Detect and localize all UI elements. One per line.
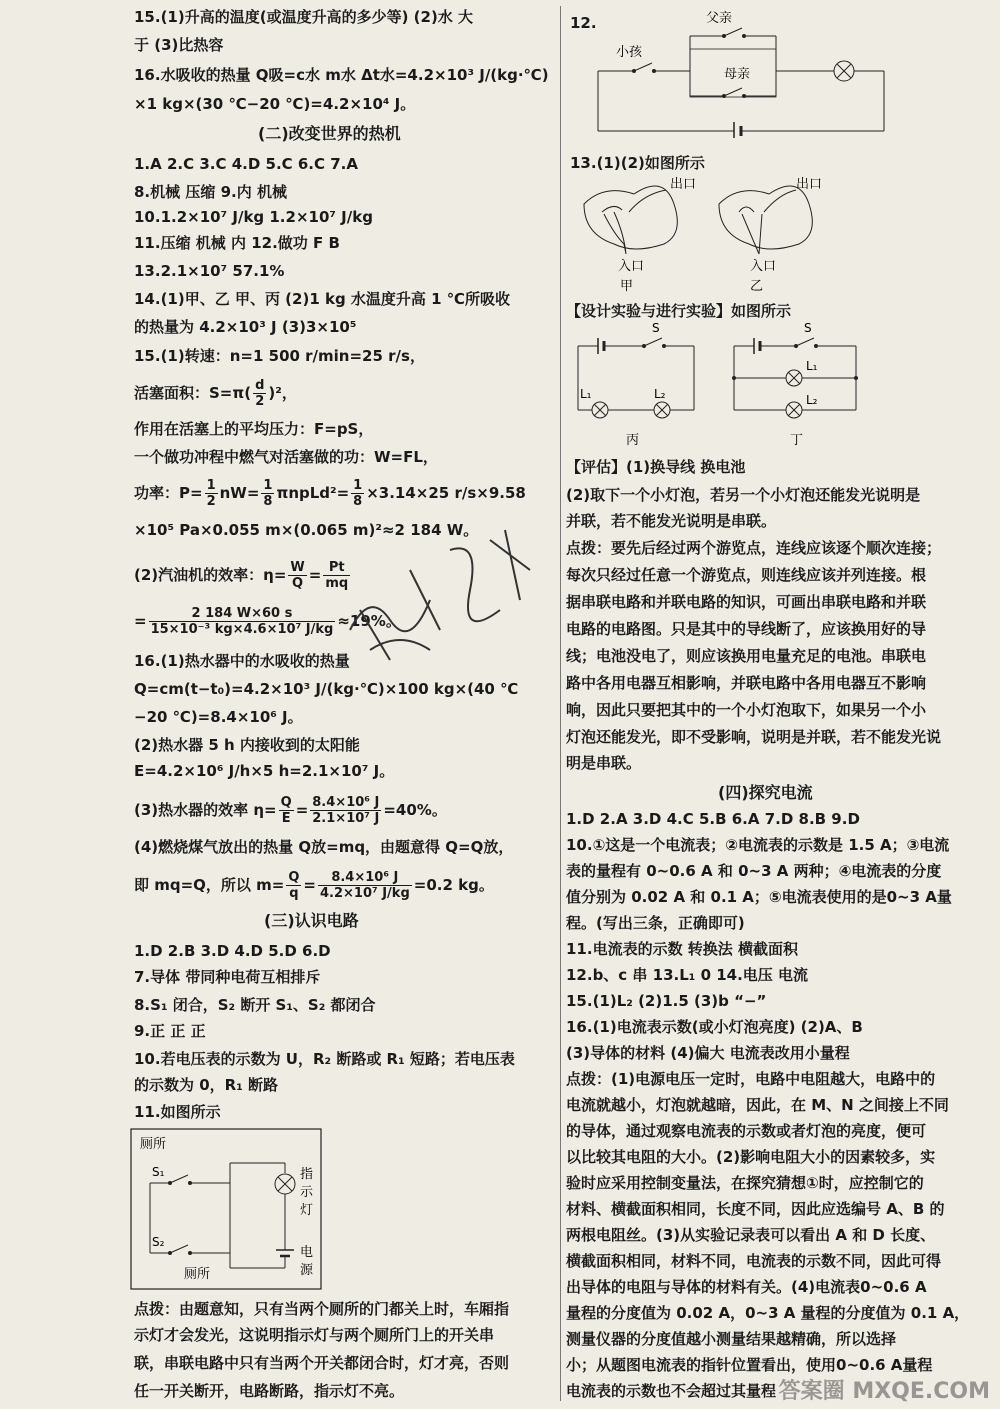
answer-line: ×1 kg×(30 ℃−20 ℃)=4.2×10⁴ J。 [134, 95, 416, 113]
answer-line: 量程的分度值为 0.02 A，0~3 A 量程的分度值为 0.1 A， [566, 1304, 970, 1322]
answer-line: 每次只经过任意一个游览点，则连线应该并列连接。根 [566, 566, 927, 584]
answer-line: 15.(1)L₂ (2)1.5 (3)b “−” [566, 992, 767, 1010]
svg-text:L₁: L₁ [806, 359, 818, 373]
formula-efficiency-value: = $\frac{2 184 W\times 60 s}{\text{15×10⁻³ kg×4.6×10⁷ J/kg}}$ ≈19%。 [134, 606, 401, 637]
answer-line: 示灯才会发光，这说明指示灯与两个厕所门上的开关串 [134, 1326, 495, 1344]
answer-line: 1.D 2.A 3.D 4.C 5.B 6.A 7.D 8.B 9.D [566, 810, 860, 828]
answer-line: 以比较其电阻的大小。(2)影响电阻大小的因素较多，实 [566, 1148, 936, 1166]
svg-text:小孩: 小孩 [616, 45, 643, 60]
answer-line: 的示数为 0，R₁ 断路 [134, 1076, 279, 1094]
answer-line: 【评估】(1)换导线 换电池 [566, 458, 746, 476]
answer-line: 8.S₁ 闭合，S₂ 断开 S₁、S₂ 都闭合 [134, 996, 376, 1014]
answer-line: 15.(1)转速：n=1 500 r/min=25 r/s， [134, 347, 425, 365]
right-column [566, 0, 1000, 1409]
svg-text:示: 示 [300, 1185, 314, 1200]
formula-power: 功率：P= $\frac{1}{2}$ nW= $\frac{1}{8}$ πnpLd²= $\frac{1}{8}$ ×3.14×25 r/s×9.58 [134, 478, 526, 509]
svg-text:入口: 入口 [750, 259, 777, 274]
answer-line: 【设计实验与进行实验】如图所示 [566, 302, 792, 320]
svg-text:S₂: S₂ [152, 1235, 165, 1249]
answer-line: 10.①这是一个电流表；②电流表的示数是 1.5 A；③电流 [566, 836, 950, 854]
svg-text:乙: 乙 [750, 279, 764, 292]
answer-line: 1.A 2.C 3.C 4.D 5.C 6.C 7.A [134, 155, 358, 173]
answer-line: 并联，若不能发光说明是串联。 [566, 512, 777, 530]
answer-line: 小；从题图电流表的指针位置看出，使用0~0.6 A量程 [566, 1356, 933, 1374]
answer-line: 灯泡还能发光，即不受影响，说明是并联，若不能发光说 [566, 728, 942, 746]
svg-text:S₁: S₁ [152, 1165, 165, 1179]
answer-line: 出导体的电阻与导体的材料有关。(4)电流表0~0.6 A [566, 1278, 927, 1296]
answer-line: 15.(1)升高的温度(或温度升高的多少等) (2)水 大 [134, 8, 474, 26]
svg-text:电: 电 [300, 1245, 314, 1260]
answer-line: (2)热水器 5 h 内接收到的太阳能 [134, 736, 360, 754]
svg-text:甲: 甲 [620, 279, 634, 292]
handwriting-scribble [330, 510, 550, 670]
svg-text:S: S [804, 321, 812, 335]
svg-text:母亲: 母亲 [724, 67, 751, 82]
answer-line: 横截面积相同，材料不同，电流表的示数不同，因此可得 [566, 1252, 942, 1270]
site-watermark: 答案圈 MXQE.COM [778, 1379, 990, 1404]
answer-line: 两根电阻丝。(3)从实验记录表可以看出 A 和 D 长度、 [566, 1226, 936, 1244]
svg-text:出口: 出口 [796, 177, 823, 192]
svg-text:指: 指 [300, 1167, 314, 1182]
answer-line: 8.机械 压缩 9.内 机械 [134, 183, 287, 201]
svg-text:丙: 丙 [626, 433, 640, 448]
toilet-circuit-diagram [130, 1128, 322, 1290]
answer-line: 电流就越小，灯泡就越暗，因此，在 M、N 之间接上不同 [566, 1096, 949, 1114]
answer-line: 点拨：要先后经过两个游览点，连线应该逐个顺次连接； [566, 539, 942, 557]
answer-line: 11.压缩 机械 内 12.做功 F B [134, 234, 340, 252]
answer-line: 9.正 正 正 [134, 1022, 206, 1040]
question-number: 12. [570, 14, 597, 32]
svg-text:出口: 出口 [670, 177, 697, 192]
answer-line: 于 (3)比热容 [134, 36, 224, 54]
answer-line: 的热量为 4.2×10³ J (3)3×10⁵ [134, 318, 357, 336]
answer-line: 一个做功冲程中燃气对活塞做的功：W=FL， [134, 448, 438, 466]
answer-line: 联，串联电路中只有当两个开关都闭合时，灯才亮，否则 [134, 1354, 510, 1372]
answer-line: 明是串联。 [566, 754, 642, 772]
answer-line: −20 ℃)=8.4×10⁶ J。 [134, 708, 303, 726]
answer-line: ×10⁵ Pa×0.055 m×(0.065 m)²≈2 184 W。 [134, 521, 479, 539]
answer-line: 材料、横截面积相同，长度不同，因此应选编号 A、B 的 [566, 1200, 945, 1218]
answer-line: 响，因此只要把其中的一个小灯泡取下，如果另一个小 [566, 701, 927, 719]
answer-line: (3)导体的材料 (4)偏大 电流表改用小量程 [566, 1044, 850, 1062]
series-parallel-diagrams [574, 320, 874, 452]
answer-line: 路中各用电器互相影响，并联电路中各用电器互不影响 [566, 674, 927, 692]
answer-line: 作用在活塞上的平均压力：F=pS， [134, 420, 374, 438]
answer-line: 线；电池没电了，则应该换用电量充足的电池。串联电 [566, 647, 927, 665]
formula-mass: 即 mq=Q，所以 m= $\frac{Q}{q}$ = $\frac{\text{8.4×10⁶ J}}{\text{4.2×10⁷ J/kg}}$ =0.2 kg。 [134, 870, 494, 901]
answer-line: 点拨：由题意知，只有当两个厕所的门都关上时，车厢指 [134, 1300, 510, 1318]
svg-text:父亲: 父亲 [706, 11, 733, 26]
svg-text:灯: 灯 [300, 1203, 314, 1218]
formula-heater-efficiency: (3)热水器的效率 η= $\frac{Q}{E}$ = $\frac{\text{8.4×10⁶ J}}{\text{2.1×10⁷ J}}$ =40%。 [134, 795, 447, 826]
answer-line: 16.(1)电流表示数(或小灯泡亮度) (2)A、B [566, 1018, 863, 1036]
answer-line: 10.若电压表的示数为 U，R₂ 断路或 R₁ 短路；若电压表 [134, 1050, 515, 1068]
answer-line: 据串联电路和并联电路的知识，可画出串联电路和并联 [566, 593, 927, 611]
formula-area: 活塞面积：S=π( $\frac{d}{2}$ )²， [134, 378, 297, 409]
answer-line: 16.水吸收的热量 Q吸=c水 m水 Δt水=4.2×10³ J/(kg·℃) [134, 66, 549, 84]
answer-line: 验时应采用控制变量法，在探究猜想①时，应控制它的 [566, 1174, 924, 1192]
section-title-current: (四)探究电流 [718, 783, 813, 802]
answer-line: 14.(1)甲、乙 甲、丙 (2)1 kg 水温度升高 1 ℃所吸收 [134, 290, 510, 308]
svg-text:源: 源 [300, 1263, 314, 1278]
svg-text:丁: 丁 [790, 433, 804, 448]
answer-line: E=4.2×10⁶ J/h×5 h=2.1×10⁷ J。 [134, 762, 395, 780]
answer-line: 表的量程有 0~0.6 A 和 0~3 A 两种；④电流表的分度 [566, 862, 942, 880]
answer-line: 1.D 2.B 3.D 4.D 5.D 6.D [134, 942, 331, 960]
svg-text:L₂: L₂ [654, 387, 666, 401]
section-title-heat-engine: (二)改变世界的热机 [258, 124, 401, 143]
answer-line: 13.2.1×10⁷ 57.1% [134, 262, 285, 280]
answer-line: 程。(写出三条，正确即可) [566, 914, 745, 932]
answer-line: 7.导体 带同种电荷互相排斥 [134, 968, 321, 986]
answer-line: 值分别为 0.02 A 和 0.1 A；⑤电流表使用的是0~3 A量 [566, 888, 952, 906]
svg-text:厕所: 厕所 [140, 1137, 167, 1152]
svg-text:厕所: 厕所 [184, 1267, 211, 1282]
answer-line: 电流表的示数也不会超过其量程 [566, 1382, 777, 1400]
answer-line: 11.电流表的示数 转换法 横截面积 [566, 940, 799, 958]
svg-text:S: S [652, 321, 660, 335]
answer-line: 电路的电路图。只是其中的导线断了，应该换用好的导 [566, 620, 927, 638]
answer-line: 测量仪器的分度值越小测量结果越精确，所以选择 [566, 1330, 897, 1348]
answer-line: 10.1.2×10⁷ J/kg 1.2×10⁷ J/kg [134, 208, 373, 226]
svg-text:L₁: L₁ [580, 387, 592, 401]
answer-line: 点拨：(1)电源电压一定时，电路中电阻越大，电路中的 [566, 1070, 936, 1088]
approval-circuit-diagram [594, 6, 894, 138]
answer-line: 13.(1)(2)如图所示 [570, 154, 705, 172]
section-title-circuit: (三)认识电路 [264, 911, 359, 930]
sightseeing-route-diagram [574, 174, 834, 292]
answer-line: (2)取下一个小灯泡，若另一个小灯泡还能发光说明是 [566, 486, 921, 504]
column-divider [560, 6, 561, 1401]
svg-text:入口: 入口 [618, 259, 645, 274]
answer-line: (4)燃烧煤气放出的热量 Q放=mq，由题意得 Q=Q放， [134, 838, 514, 856]
answer-line: 12.b、c 串 13.L₁ 0 14.电压 电流 [566, 966, 809, 984]
answer-line: Q=cm(t−t₀)=4.2×10³ J/(kg·℃)×100 kg×(40 ℃ [134, 680, 519, 698]
answer-line: 16.(1)热水器中的水吸收的热量 [134, 652, 350, 670]
answer-line: 的导体，通过观察电流表的示数或者灯泡的亮度，便可 [566, 1122, 927, 1140]
answer-line: 任一开关断开，电路断路，指示灯不亮。 [134, 1382, 405, 1400]
svg-text:L₂: L₂ [806, 393, 818, 407]
answer-line: 11.如图所示 [134, 1103, 221, 1121]
formula-efficiency: (2)汽油机的效率：η= $\frac{W}{Q}$ = $\frac{Pt}{mq}$ [134, 560, 349, 591]
